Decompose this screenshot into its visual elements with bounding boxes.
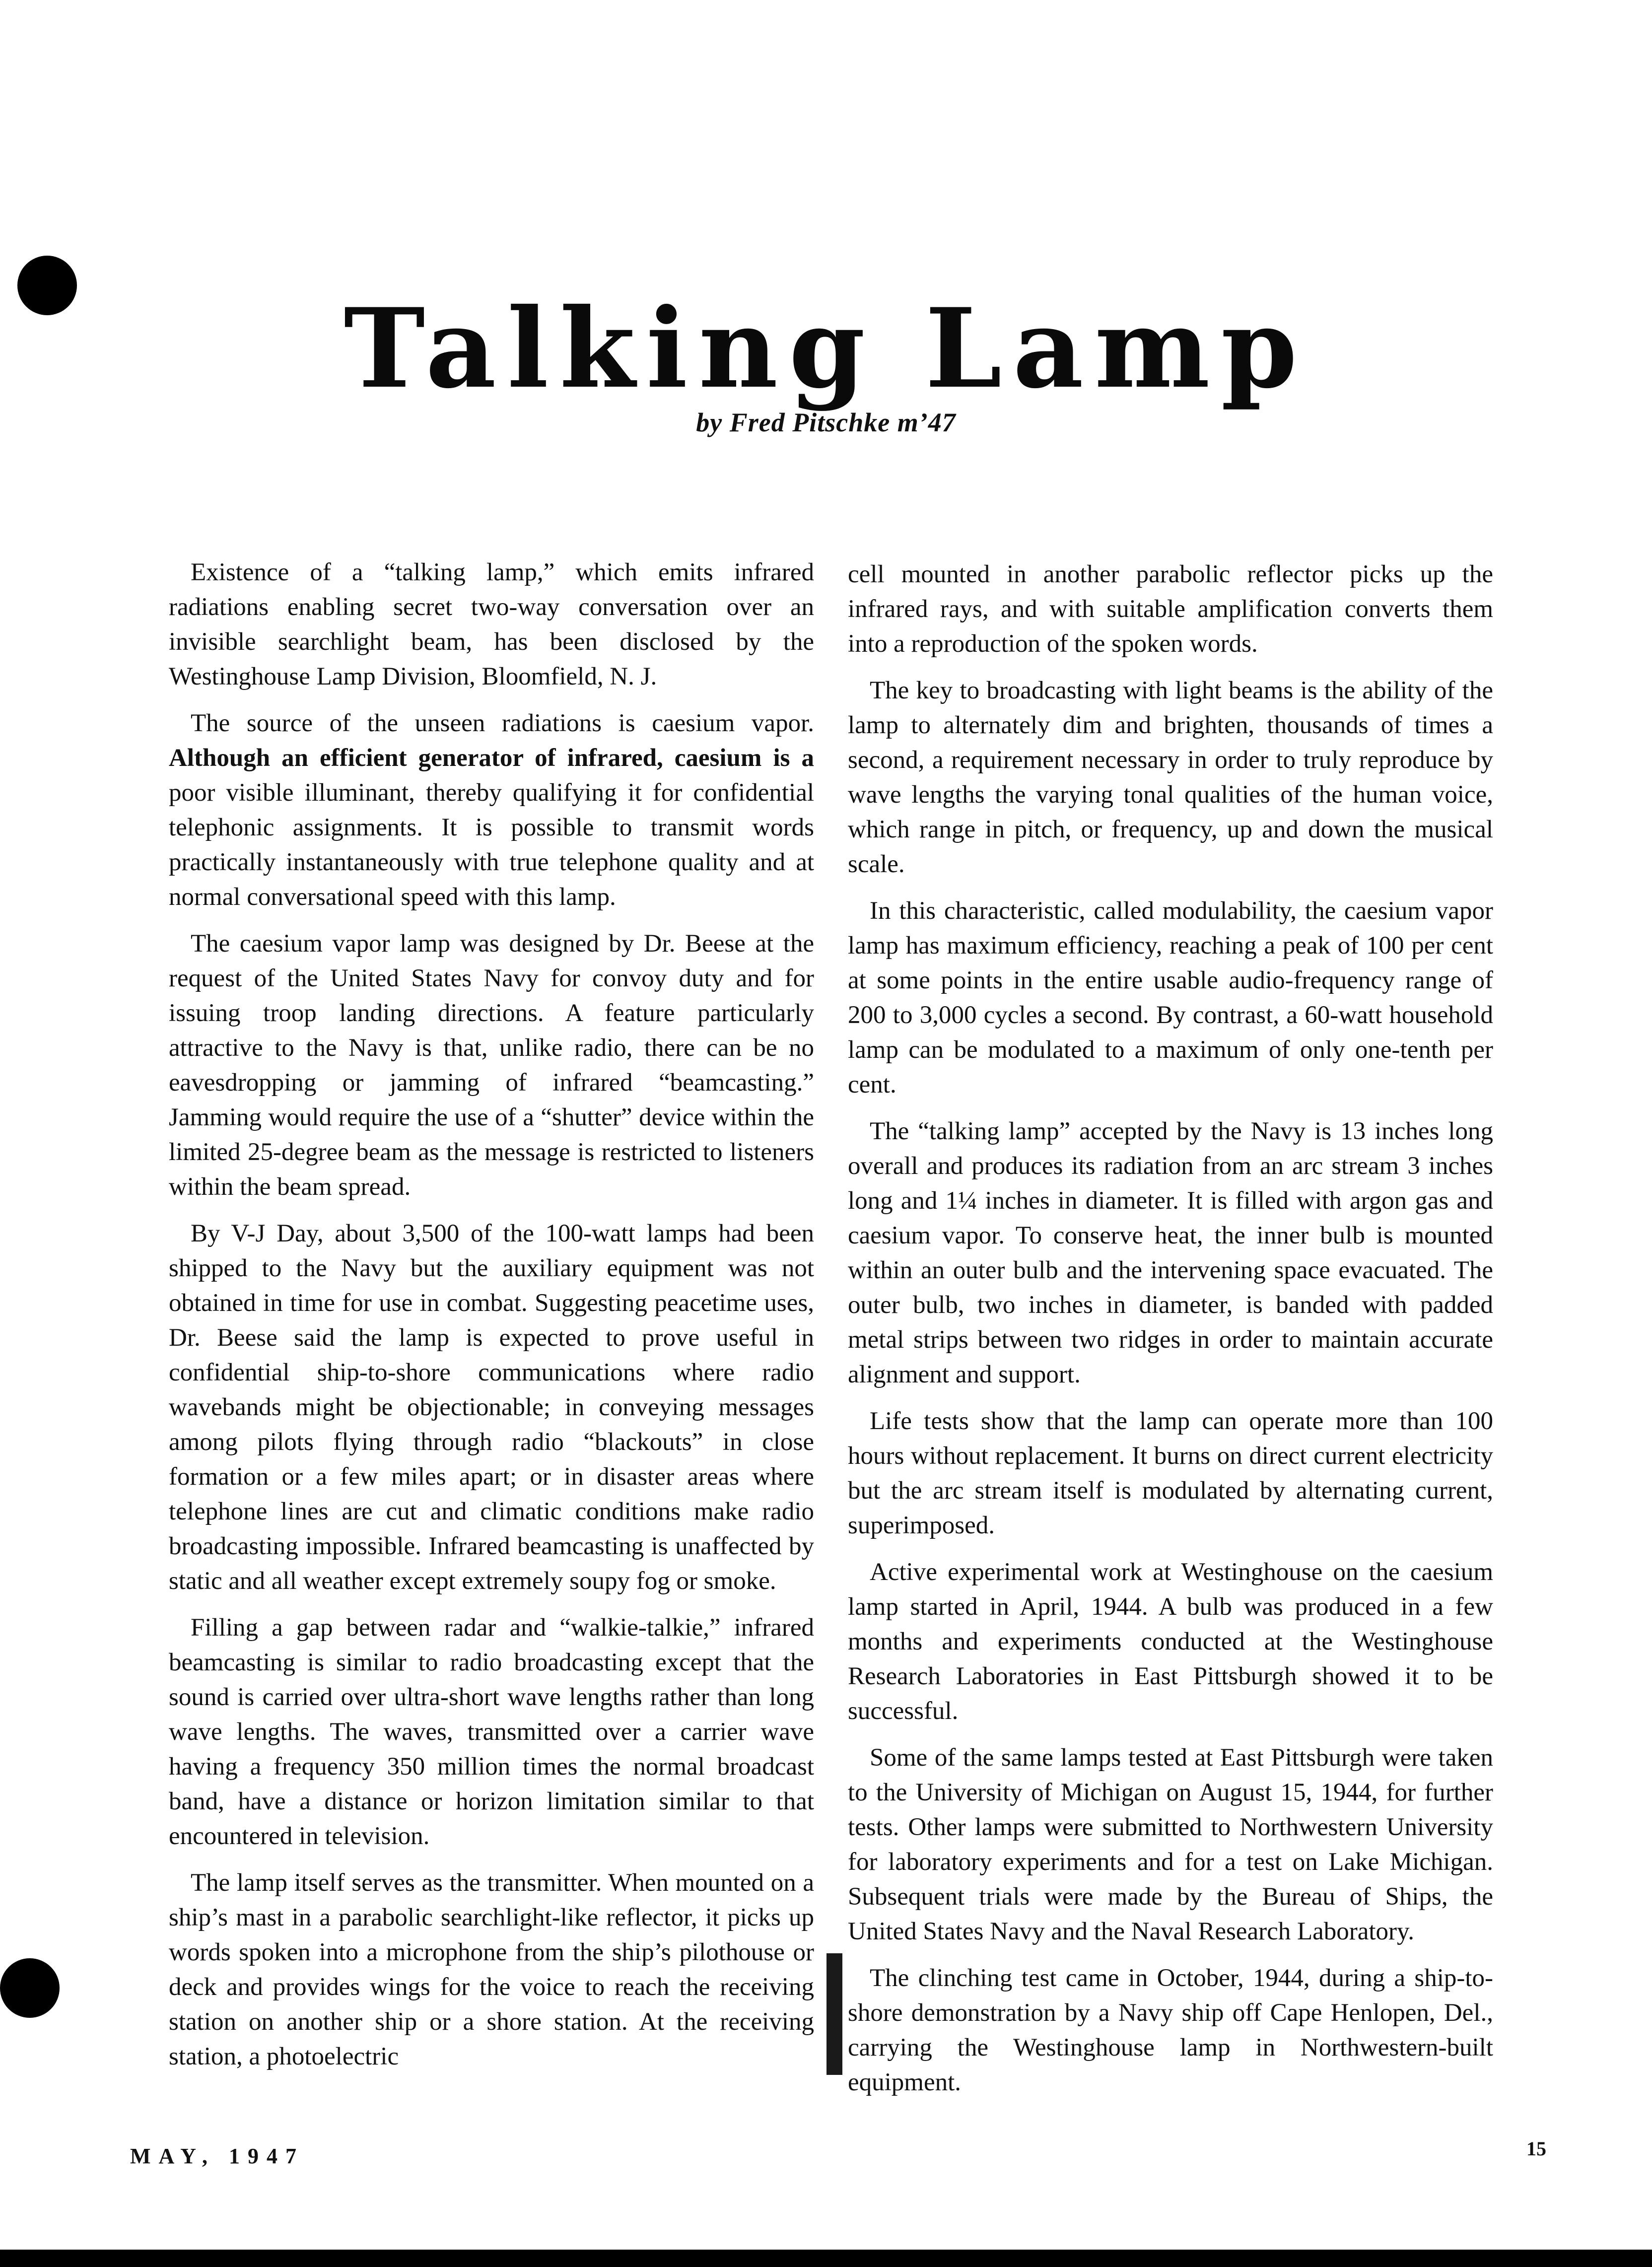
left-column — [169, 555, 814, 2086]
paragraph: Existence of a “talking lamp,” which emits infrared radiations enabling secret two-way conversation over an invisible searchlight beam, has been disclosed by the Westinghouse Lamp Division, Bloomfield, N. J. — [169, 558, 814, 690]
paragraph: By V-J Day, about 3,500 of the 100-watt lamps had been shipped to the Navy but the auxiliary equipment was not obtained in time for use in combat. Suggesting peacetime uses, Dr. Beese said the lamp is expected to prove useful in confidential ship-to-shore communications where radio wavebands might be objectionable; in conveying messages among pilots flying through radio “blackouts” in close formation or a few miles apart; or in disaster areas where telephone lines are cut and climatic conditions make radio broadcasting impossible. Infrared beamcasting is unaffected by static and all weather except extremely soupy fog or smoke. — [169, 1220, 814, 1595]
paragraph-continuation: cell mounted in another parabolic reflector picks up the infrared rays, and with suitable amplification converts them into a reproduction of the spoken words. — [848, 560, 1493, 658]
scan-edge — [0, 2250, 1652, 2267]
paragraph: In this characteristic, called modulability, the caesium vapor lamp has maximum efficiency, reaching a peak of 100 per cent at some points in the entire usable audio-frequency range of 200 to 3,000 cycles a second. By contrast, a 60-watt household lamp can be modulated to a maximum of only one-tenth per cent. — [848, 897, 1493, 1099]
article-title: Talking Lamp — [344, 284, 1308, 413]
paragraph: Active experimental work at Westinghouse on the caesium lamp started in April, 1944. A bulb was produced in a few months and experiments conducted at the Westinghouse Research Laboratories in East Pittsburgh showed it to be successful. — [848, 1558, 1493, 1725]
paragraph — [169, 706, 814, 914]
article-byline: by Fred Pitschke m’47 — [696, 408, 956, 437]
paragraph-text: poor visible illuminant, thereby qualifying it for confidential telephonic assignments. It is possible to transmit words practically instantaneously with true telephone quality and at normal conversational speed with this lamp. — [169, 779, 814, 911]
paragraph: The “talking lamp” accepted by the Navy is 13 inches long overall and produces its radiation from an arc stream 3 inches long and 1¼ inches in diameter. It is filled with argon gas and caesium vapor. To conserve heat, the inner bulb is mounted within an outer bulb and the intervening space evacuated. The outer bulb, two inches in diameter, is banded with padded metal strips between two ridges in order to maintain accurate alignment and support. — [848, 1117, 1493, 1388]
paragraph: Life tests show that the lamp can operate more than 100 hours without replacement. It burns on direct current electricity but the arc stream itself is modulated by alternating current, superimposed. — [848, 1407, 1493, 1539]
footer-issue: MAY, 1947 — [130, 2144, 305, 2168]
bold-sentence: Although an efficient generator of infrared, caesium is a — [169, 744, 814, 772]
paragraph: The clinching test came in October, 1944, during a ship-to-shore demonstration by a Navy ship off Cape Henlopen, Del., carrying the Westinghouse lamp in Northwestern-built equipment. — [848, 1964, 1493, 2096]
paragraph-text: The source of the unseen radiations is caesium vapor. — [191, 709, 814, 737]
right-column — [848, 557, 1493, 2112]
paragraph: The lamp itself serves as the transmitter. When mounted on a ship’s mast in a parabolic searchlight-like reflector, it picks up words spoken into a microphone from the ship’s pilothouse or deck and provides wings for the voice to reach the receiving station on another ship or a shore station. At the receiving station, a photoelectric — [169, 1869, 814, 2070]
punch-hole — [0, 1958, 60, 2018]
paragraph: Some of the same lamps tested at East Pittsburgh were taken to the University of Michigan on August 15, 1944, for further tests. Other lamps were submitted to Northwestern University for laboratory experiments and for a test on Lake Michigan. Subsequent trials were made by the Bureau of Ships, the United States Navy and the Naval Research Laboratory. — [848, 1744, 1493, 1945]
paragraph: The caesium vapor lamp was designed by Dr. Beese at the request of the United States Navy for convoy duty and for issuing troop landing directions. A feature particularly attractive to the Navy is that, unlike radio, there can be no eavesdropping or jamming of infrared “beamcasting.” Jamming would require the use of a “shutter” device within the limited 25-degree beam as the message is restricted to listeners within the beam spread. — [169, 930, 814, 1201]
binding-shadow — [826, 1953, 842, 2075]
paragraph: The key to broadcasting with light beams is the ability of the lamp to alternately dim and brighten, thousands of times a second, a requirement necessary in order to truly reproduce by wave lengths the varying tonal qualities of the human voice, which range in pitch, or frequency, up and down the musical scale. — [848, 677, 1493, 878]
paragraph: Filling a gap between radar and “walkie-talkie,” infrared beamcasting is similar to radio broadcasting except that the sound is carried over ultra-short wave lengths rather than long wave lengths. The waves, transmitted over a carrier wave having a frequency 350 million times the normal broadcast band, have a distance or horizon limitation similar to that encountered in television. — [169, 1614, 814, 1850]
page-number: 15 — [1526, 2137, 1546, 2160]
